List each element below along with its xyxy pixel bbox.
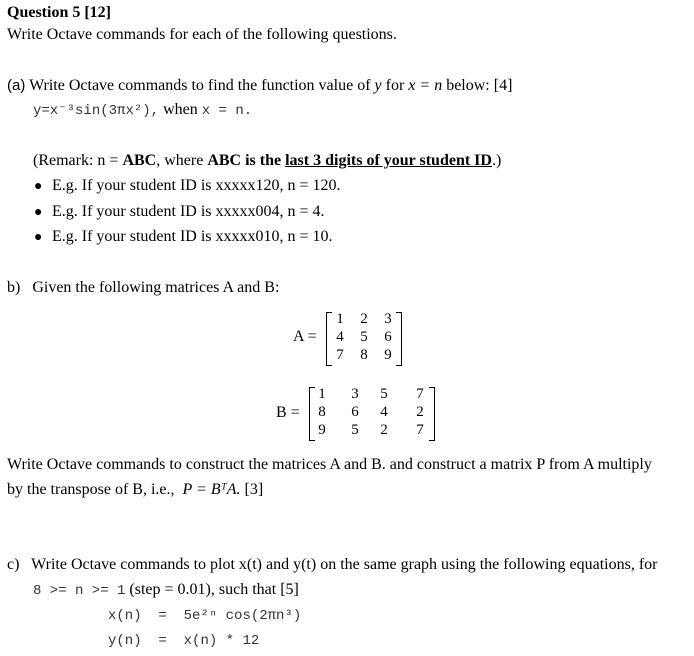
part-b-text: Given the following matrices A and B: [32,279,280,296]
part-c-label: c) [7,556,20,573]
remark-underlined: last 3 digits of your student ID [285,152,492,169]
part-c-range: 8 >= n >= 1 [33,583,126,599]
example-1: E.g. If your student ID is xxxxx120, n = 120. [52,177,341,194]
bullet-icon: ● [34,205,43,220]
remark-abc: ABC [122,152,157,169]
part-b-instruction-1: Write Octave commands to construct the matrices A and B. and construct a matrix P from A multiply [7,456,652,473]
remark-bold: ABC is the [207,152,286,169]
part-a-below: below: [4] [446,77,513,94]
part-a-when-cond: x = n. [201,103,253,119]
matrix-a-name: A = [293,328,317,345]
part-c-step: (step = 0.01), such that [5] [129,581,299,598]
part-c-equation-1: x(n) = 5e²ⁿ cos(2πn³) [108,608,302,624]
example-3: E.g. If your student ID is xxxxx010, n = 10. [52,228,333,245]
part-c-line [7,556,657,574]
matrix-b-right-bracket [429,387,435,441]
part-a-label: (a) [7,77,26,94]
part-b-label: b) [7,279,21,296]
part-c-range-line [33,581,299,599]
part-a-cond: x = n [408,77,443,94]
example-2: E.g. If your student ID is xxxxx004, n = 4. [52,203,325,220]
part-a-equation-line [33,101,252,119]
part-a-var-y: y [374,77,382,94]
bullet-icon: ● [34,230,43,245]
part-b-formula: P = BᵀA. [182,481,241,498]
part-c-text: Write Octave commands to plot x(t) and y(t) on the same graph using the following equations, for [31,556,658,573]
part-b-line [7,279,279,297]
part-a-equation: y=x⁻³sin(3πx²), [33,103,160,119]
part-c-equation-2: y(n) = x(n) * 12 [108,633,260,649]
matrix-a: 1 2 3 4 5 6 7 8 9 [326,312,402,366]
part-a-when: when [163,101,198,118]
part-a-for: for [385,77,405,94]
part-a-text: Write Octave commands to find the function value of [29,77,371,94]
matrix-b-name: B = [276,404,300,421]
matrix-a-right-bracket [396,312,402,366]
matrix-b: 1 3 5 7 8 6 4 2 9 5 2 7 [309,387,435,441]
remark: (Remark: n = ABC, where ABC is the last 3 digits of your student ID.) [33,152,502,169]
intro-text: Write Octave commands for each of the following questions. [7,26,397,43]
part-a-line [7,77,512,95]
question-heading: Question 5 [12] [7,4,111,21]
part-b-instruction-2: by the transpose of B, i.e., P = BᵀA. [3] [7,481,264,498]
bullet-icon: ● [34,179,43,194]
